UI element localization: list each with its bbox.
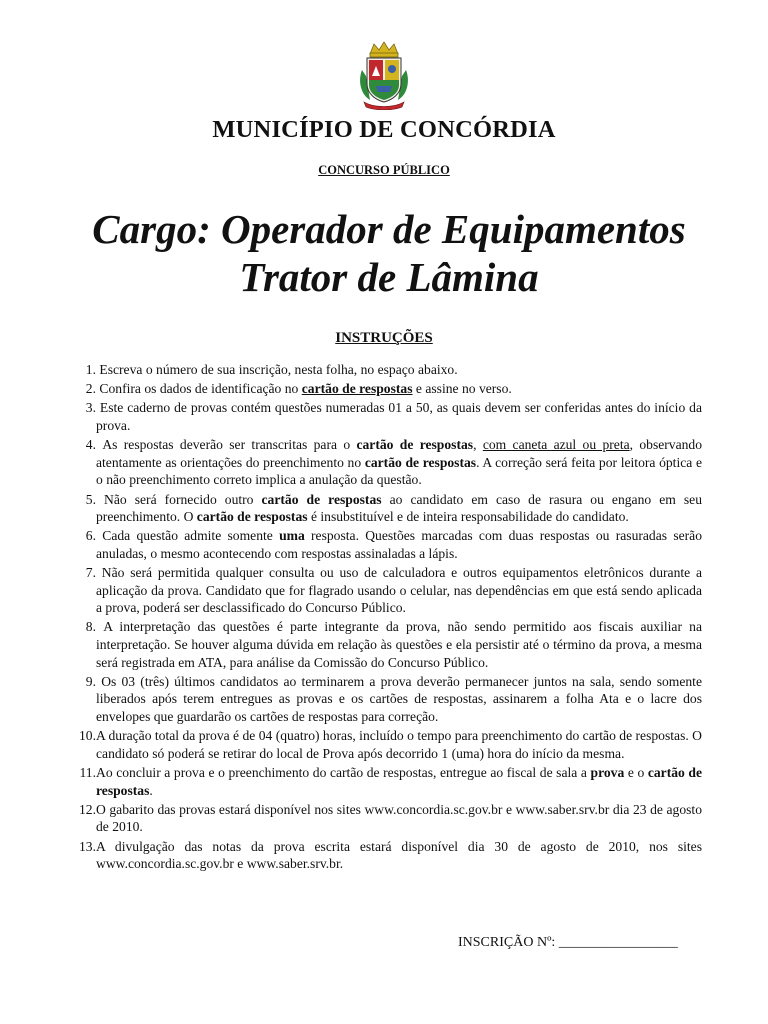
list-item [68, 564, 702, 617]
instructions-list [68, 361, 702, 874]
item-text: A divulgação das notas da prova escrita estará disponível dia 30 de agosto de 2010, nos sites www.concordia.sc.gov.br e www.saber.srv.br. [96, 838, 702, 872]
item-text: A interpretação das questões é parte integrante da prova, não sendo permitido aos fiscais auxiliar na interpretação. Se houver alguma dúvida em relação às questões e ela persistir até o término da prova, a mesma será registrada em ATA, para análise da Comissão do Concurso Público. [96, 619, 702, 670]
list-item [68, 361, 702, 379]
list-item [68, 380, 702, 398]
contest-subtitle: CONCURSO PÚBLICO [318, 163, 450, 177]
item-text: Os 03 (três) últimos candidatos ao terminarem a prova deverão permanecer juntos na sala, sendo somente liberados após terem entregues as provas e os cartões de respostas, assinarem a folha Ata e o lacre dos envelopes que guardarão os cartões de respostas para correção. [96, 673, 702, 725]
item-text: Não será permitida qualquer consulta ou uso de calculadora e outros equipamentos eletrônicos durante a aplicação da prova. Candidato que for flagrado usando o celular, nas dependências em que está sendo aplicada a prova, poderá ser desclassificado do Concurso Público. [96, 565, 702, 616]
item-text: Cada questão admite somente uma resposta. Questões marcadas com duas respostas ou rasuradas serão anuladas, o mesmo acontecendo com respostas assinaladas a lápis. [96, 528, 702, 561]
instructions-heading: INSTRUÇÕES [335, 330, 433, 346]
list-item [68, 673, 702, 726]
position-title [0, 205, 768, 301]
item-text: Ao concluir a prova e o preenchimento do cartão de respostas, entregue ao fiscal de sala a prova e o cartão de respostas. [96, 765, 703, 798]
list-item [68, 727, 702, 762]
list-item [68, 399, 702, 434]
item-text: As respostas deverão ser transcritas para o cartão de respostas, com caneta azul ou preta, observando atentamente as orientações do preenchimento no cartão de respostas. A correção será feita por leitora óptica e o não preenchimento correto implica a anulação da questão. [96, 437, 703, 488]
item-number: 3. [85, 400, 96, 416]
list-item [68, 618, 702, 671]
item-number: 2. [85, 381, 96, 397]
item-text: Confira os dados de identificação no cartão de respostas e assine no verso. [99, 381, 512, 397]
list-item [68, 436, 702, 489]
list-item [68, 801, 702, 836]
item-number: 9. [85, 673, 96, 689]
item-number: 12. [79, 801, 96, 817]
position-title-line-2: Trator de Lâmina [239, 254, 539, 300]
item-text: Não será fornecido outro cartão de respostas ao candidato em caso de rasura ou engano em seu preenchimento. O cartão de respostas é insubstituível e de inteira responsabilidade do candidato. [96, 491, 702, 525]
list-item [68, 527, 702, 562]
item-number: 11. [79, 765, 96, 780]
item-text: Escreva o número de sua inscrição, nesta folha, no espaço abaixo. [99, 362, 458, 377]
list-item [68, 838, 702, 873]
position-title-line-1: Cargo: Operador de Equipamentos [92, 206, 686, 252]
item-number: 10. [79, 728, 96, 744]
item-number: 8. [85, 619, 96, 635]
list-item [68, 764, 702, 799]
coat-of-arms-icon [356, 40, 412, 110]
item-text: Este caderno de provas contém questões numeradas 01 a 50, as quais devem ser conferidas antes do início da prova. [96, 400, 702, 433]
municipality-title: MUNICÍPIO DE CONCÓRDIA [212, 116, 556, 143]
item-text: A duração total da prova é de 04 (quatro) horas, incluído o tempo para preenchimento do cartão de respostas. O candidato só poderá se retirar do local de Prova após decorrido 1 (uma) hora do início da mesma. [96, 728, 702, 761]
item-number: 13. [79, 838, 96, 854]
list-item [68, 491, 702, 526]
item-text: O gabarito das provas estará disponível nos sites www.concordia.sc.gov.br e www.saber.srv.br dia 23 de agosto de 2010. [96, 801, 702, 835]
item-number: 6. [85, 528, 96, 544]
item-number: 1. [85, 362, 96, 377]
item-number: 5. [85, 491, 96, 507]
item-number: 4. [85, 437, 96, 453]
registration-number-field[interactable]: INSCRIÇÃO Nº: _________________ [458, 935, 678, 950]
item-number: 7. [85, 565, 96, 581]
